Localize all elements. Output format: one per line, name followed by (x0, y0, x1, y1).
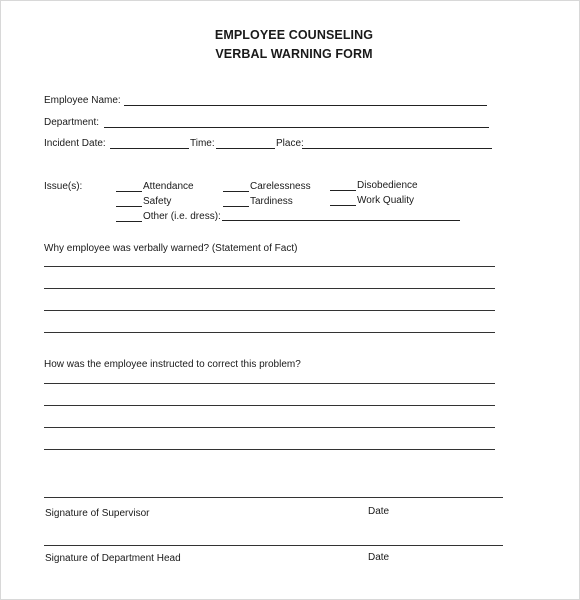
disobedience-checkbox[interactable] (330, 190, 356, 191)
why-warned-answer-line-2[interactable] (44, 288, 495, 289)
disobedience-option: Disobedience (357, 180, 418, 191)
department-head-signature-label: Signature of Department Head (45, 553, 181, 564)
supervisor-signature-label: Signature of Supervisor (45, 508, 150, 519)
form-title-line2: VERBAL WARNING FORM (215, 47, 373, 61)
safety-checkbox[interactable] (116, 206, 142, 207)
employee-name-label: Employee Name: (44, 95, 121, 106)
issues-label: Issue(s): (44, 181, 83, 192)
why-warned-answer-line-3[interactable] (44, 310, 495, 311)
how-correct-answer-line-3[interactable] (44, 427, 495, 428)
time-field[interactable] (216, 148, 275, 149)
department-field[interactable] (104, 127, 489, 128)
why-warned-question: Why employee was verbally warned? (Statement of Fact) (44, 243, 298, 254)
department-head-signature-line[interactable] (44, 545, 503, 546)
tardiness-checkbox[interactable] (223, 206, 249, 207)
how-correct-answer-line-4[interactable] (44, 449, 495, 450)
how-correct-answer-line-1[interactable] (44, 383, 495, 384)
why-warned-answer-line-4[interactable] (44, 332, 495, 333)
supervisor-date-label: Date (368, 506, 390, 517)
incident-date-field[interactable] (110, 148, 189, 149)
why-warned-answer-line-1[interactable] (44, 266, 495, 267)
other-option: Other (i.e. dress): (143, 211, 221, 222)
other-description-field[interactable] (222, 220, 460, 221)
carelessness-checkbox[interactable] (223, 191, 249, 192)
time-label: Time: (190, 138, 215, 149)
department-head-date-label: Date (368, 552, 390, 563)
form-title-line1: EMPLOYEE COUNSELING (214, 28, 374, 42)
supervisor-signature-line[interactable] (44, 497, 503, 498)
work-quality-checkbox[interactable] (330, 205, 356, 206)
place-field[interactable] (302, 148, 492, 149)
safety-option: Safety (143, 196, 172, 207)
attendance-option: Attendance (143, 181, 194, 192)
place-label: Place: (276, 138, 304, 149)
department-label: Department: (44, 117, 100, 128)
other-checkbox[interactable] (116, 221, 142, 222)
work-quality-option: Work Quality (357, 195, 415, 206)
employee-name-field[interactable] (124, 105, 487, 106)
tardiness-option: Tardiness (250, 196, 293, 207)
how-correct-question: How was the employee instructed to correct this problem? (44, 359, 301, 370)
carelessness-option: Carelessness (250, 181, 311, 192)
incident-date-label: Incident Date: (44, 138, 106, 149)
attendance-checkbox[interactable] (116, 191, 142, 192)
how-correct-answer-line-2[interactable] (44, 405, 495, 406)
